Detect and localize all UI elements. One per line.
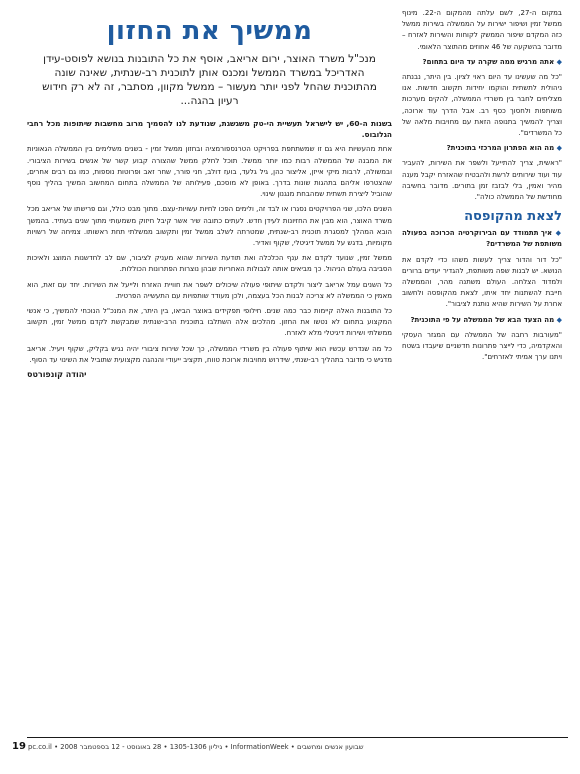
bullet-icon: ◆	[554, 315, 562, 324]
side-question-3-text: איך תתמודד עם הבירוקרטיה הכרוכה בפעולה משותפת של המשרדים?	[402, 229, 562, 249]
bullet-icon: ◆	[552, 229, 562, 238]
side-question-4	[402, 315, 562, 326]
side-question-2	[402, 143, 562, 154]
bullet-icon: ◆	[554, 57, 562, 66]
page-footer	[0, 737, 580, 757]
article-paragraph: ממשל זמין, שנועד לקדם את ענף הכלכלה ואת תודעת השירות שהוא מעניק לציבור, שם לב לחדשנות המוצג ולאיכות הסביבה בעולם הניהול. כך מביאים אותה לגבולות האחריות שבהן נוצרות הפתרונות הכוללות.	[27, 254, 392, 274]
page-number: 19	[12, 741, 26, 752]
footer-rule	[27, 737, 568, 738]
side-answer-3: "כל דור והדור צריך לעשות משהו כדי לקדם את הנושא. יש לבנות שפה משותפת, להגדיר יעדים ברורים ולמדוד הצלחה. העולם משתנה מהר, והממשלה חייבת להשתנות יחד איתו, לצאת מהקופסה ולחשוב אחרת על השירות שהיא נותנת לציבור".	[402, 255, 562, 309]
side-column	[402, 8, 562, 716]
side-answer-1: "כל מה שעשינו עד היום ראוי לציון. בין היתר, נבנתה ניהולית לתשתית והוקמו יחידות תקשוב חדשות. אנו מצליחים לחבר בין משרדי הממשלה, להקים מערכות משותפות ולחסוך כסף רב. אבל הדרך עוד ארוכה, וצריך להמשיך בתנופה הזאת עם מחויבות מלאה של כל המשרדים".	[402, 73, 562, 138]
side-answer-2: "ראשית, צריך להתייעל ולשפר את השירות, להעביר עוד ועוד שירותים לרשת ולהבטיח שהאזרח יקבל מענה מהיר ואמין, בלי לבזבז זמן בתורים. מדובר בחשיבה מחודשת של הממשלה כולה".	[402, 159, 562, 202]
article-author: יהודה קונפורטס	[27, 370, 87, 380]
article-title: ממשיך את החזון	[106, 16, 313, 46]
article-paragraph: כל מה שנדרש עכשיו הוא שיתוף פעולה בין משרדי הממשלה, כך שכל שירות ציבורי יהיה נגיש בקליק, שקוף ויעיל. אריאב מדגיש כי מדובר בתהליך רב-שנתי, שידרוש מחויבות ארוכת טווח, תקציב ייעודי והנהגה מקצועית שתוביל את השינוי עד הסוף.	[27, 344, 392, 364]
side-question-1	[402, 57, 562, 68]
article-paragraph: כל השנים עמל אריאב ליצור ולקדם שיתופי פעולה שיכולים לשפר את חוויית האזרח ולייעל את השירות. יחד עם זאת, הוא מאמין כי הממשלה לא צריכה לבנות הכל בעצמה, ולכן מעודד שותפויות עם התעשייה הפרטית.	[27, 280, 392, 300]
article-lead: בשנות ה-60, יש לישראל תעשיית הי-טק משגשגת, שנודעת לנו להסמיך מרוב מחשבות שיתופות מכל רחבי הגלובוס.	[27, 119, 392, 140]
article-subtitle: מנכ"ל משרד האוצר, ירום אריאב, אוסף את כל התובנות בנושא לפוסט-עידן האדריכל במשרד הממשל ומכנס אותן לתוכנית רב-שנתית, שאינה שונה מהתוכנית שהחל לפני יותר מעשור – ממשל מקוון, מסתבר, זה לא רק חידוש רעיון בהגה...	[42, 53, 377, 107]
side-question-2-text: מה הוא הפתרון המרכזי בתוכנית?	[446, 144, 555, 153]
side-question-4-text: מה הצעד הבא של הממשלה על פי התוכנית?	[410, 315, 555, 324]
article-paragraph: אחת מהעשיות היא גם זו שמשתתפת בפרויקט הטרנספורמציה ובחזון ממשל זמין - בשנים משלימים בין הממשלה הגאוניות את המבנה של הממשלה רבות כמו יותר ממשל. תוכל לחלק ממשל שהצורה קבוע קשר של אנשים בשירות הציבורי. ובמשולה, לרבות מיקי אייזן, אליצור כהן, גיל גלעד, בועז דולב, חני פורר, שחר זאב ופרוטות נוספות, כמו גם רבים אחרים, שהצטרפו אליהם בתהגות שונות בדרך. באופן לא מוסכם, פעילותה של הממשלה בתחום המחשוב המשיך בהליך נוסף שהוביל ליצירת תשתית שמהבחת מנגנון שינוי.	[27, 145, 392, 199]
side-heading: לצאת מהקופסה	[464, 209, 562, 225]
article-paragraph: כל התובנות האלה קיימות כבר כמה שנים. חילופי תפקידים באוצר הביאו, בין היתר, את המנכ"ל הנוכחי להמשיך, כי אנשי המקצוע בתחום לא נטשו את החזון. מהלכים אלה השתלבו בתוכנית הרב-שנתית שמבקשת לקדם ממשל זמין, תקשוב ממשלתי ושירות דיגיטלי מלא לאזרח.	[27, 307, 392, 338]
side-answer-4: "מעורבות רחבה של הממשלה עם המגזר העסקי והאקדמיה, כדי לייצר פתרונות חדשניים שיעבדו בשטח ויתנו ערך אמיתי לאזרחים".	[402, 330, 562, 362]
side-intro: במקום ה-27, לשם עלתה מהמקום ה-22. מינוף ממשל זמין ושיפור ישירות על הממשלה בשירות ממשל כזה המקדם שיפור הממשק לקוחות והשירות לאזרח – מדובר בהשקעה של 46 אחוזים מהתוצר הלאומי.	[402, 9, 562, 51]
footer-publication-info: שבועון אנשים ומחשבים • InformationWeek • גיליון 1305-1306 • 28 באוגוסט - 12 בספטמבר 2008 • pc.co.il	[28, 743, 364, 751]
bullet-icon: ◆	[554, 144, 562, 153]
article-paragraph: השנים הלכו, שני הפרויקטים נסגרו או לבד זה, ולימים הפכו לחיות עשויות-עצם. מתוך מבט כולל, וגם פרישתו של אריאב מכל משרד האוצר, הוא מבין את החזיונות לעידן חדש. לעתים כתובה שיר אשר קיבל חיזוק משמעותי מתוך שנים בעתיד. בהמשך הובא המהלך למסגרת תוכנית רב-שנתית, שמטרתה לשלב ממשל זמין ותקשוב ממשלתי תחת ראשותו. צמיחה של רשויות מקומיות, בדגש על ממשל דיגיטלי, שקוף ואדיר.	[27, 205, 392, 248]
side-question-3	[402, 228, 562, 250]
main-column	[27, 8, 392, 716]
side-question-1-text: אתה מרגיש ממה שקרה עד היום בתחום?	[422, 57, 555, 66]
